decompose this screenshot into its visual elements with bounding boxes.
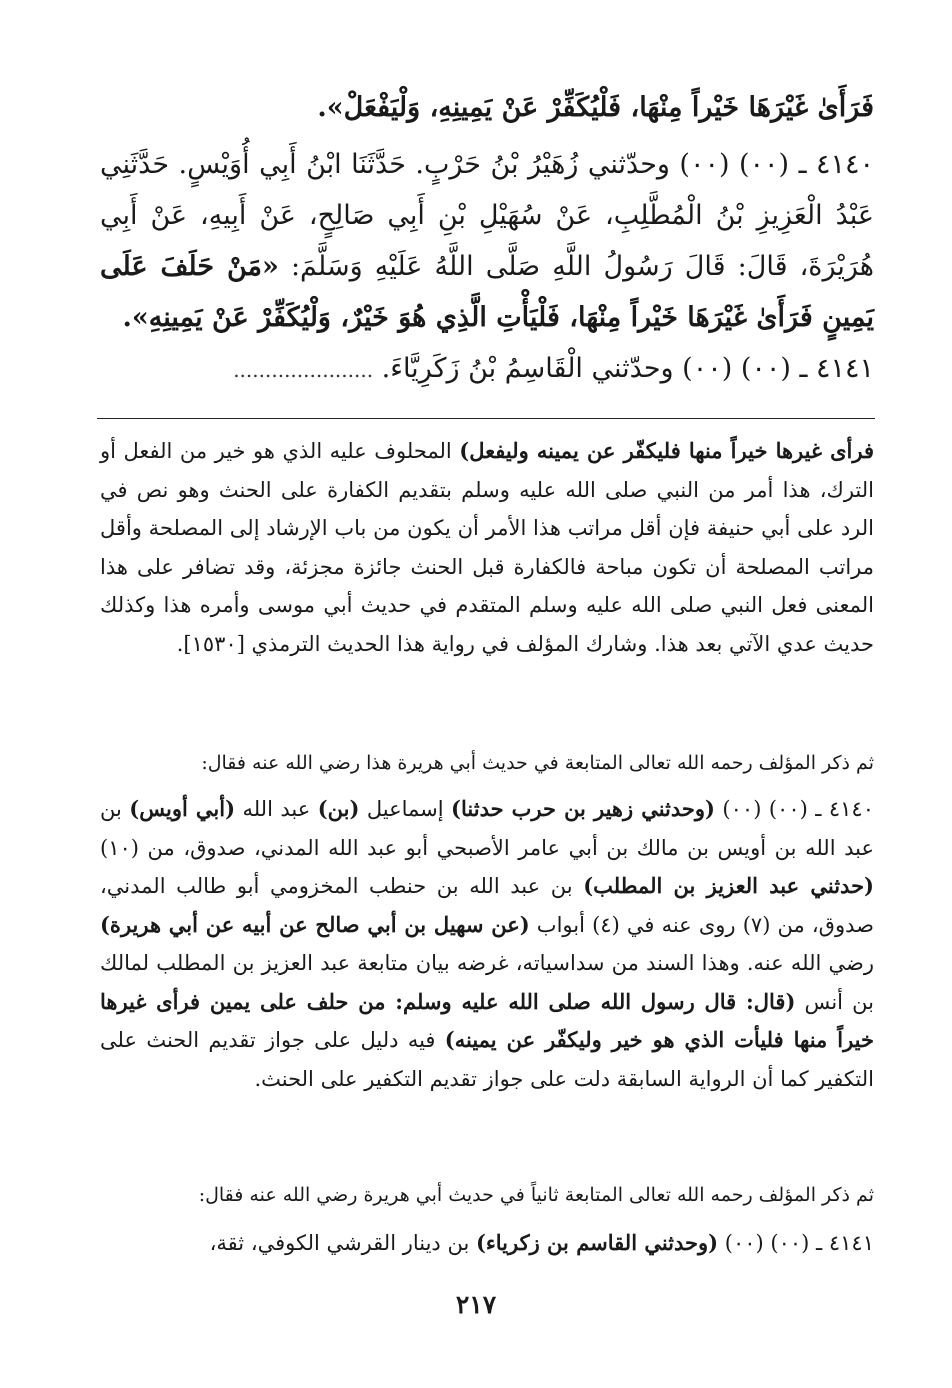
hadith-number-2: ٤١٤١ ـ (٠٠) (٠٠) xyxy=(718,1231,874,1255)
chain-bold-1: (وحدثني زهير بن حرب حدثنا) xyxy=(451,796,715,821)
chain-bold-7: (وحدثني القاسم بن زكرياء) xyxy=(475,1230,719,1255)
chain-bold-5: (عن سهيل بن أبي صالح عن أبيه عن أبي هريرة) xyxy=(100,911,530,937)
chain-text-6: فيه دليل على جواز تقديم الحنث على التكفير كما أن الرواية السابقة دلت على جواز تقديم التكفير على الحنث. xyxy=(100,1028,874,1091)
footnote-divider xyxy=(97,418,875,419)
hadith-4141-chain: ٤١٤١ ـ (٠٠) (٠٠) وحدّثني الْقَاسِمُ بْنُ زَكَرِيَّاءَ. xyxy=(381,353,874,384)
chain-text-1: إسماعيل xyxy=(359,797,452,821)
commentary-quote-1: فرأى غيرها خيراً منها فليكفّر عن يمينه وليفعل) xyxy=(459,438,874,463)
chain-text-4: بن عبد الله بن حنطب المخزومي أبو طالب المدني، صدوق، من (٧) روى عنه في (٤) أبواب xyxy=(100,874,874,937)
commentary-intro-1 xyxy=(100,746,874,780)
chain-bold-6: (قال: قال رسول الله صلى الله عليه وسلم: من حلف على يمين فرأى غيرها خيراً منها فليأت الذي هو خير وليكفّر عن يمينه) xyxy=(100,988,874,1052)
hadith-line-1 xyxy=(100,82,874,133)
commentary-text-1: المحلوف عليه الذي هو خير من الفعل أو الترك، هذا أمر من النبي صلى الله عليه وسلم بتقديم الكفارة على الحنث وهو نص في الرد على أبي حنيفة فإن أقل مراتب هذا الأمر أن يكون من باب الإرشاد إلى المصلحة وأقل مراتب المصلحة أن تكون مباحة فالكفارة قبل الحنث جائزة مجزئة، وقد تضافر على هذا المعنى فعل النبي صلى الله عليه وسلم المتقدم في حديث أبي موسى وأمره هذا وكذلك حديث عدي الآتي بعد هذا. وشارك المؤلف في رواية هذا الحديث الترمذي [١٥٣٠]. xyxy=(100,439,874,656)
chain-bold-4: (حدثني عبد العزيز بن المطلب) xyxy=(583,873,874,898)
chain-bold-3: (أبي أويس) xyxy=(129,796,236,821)
hadith-text xyxy=(100,82,874,396)
commentary-section xyxy=(100,432,874,663)
commentary-section-3 xyxy=(100,1224,874,1263)
hadith-4141 xyxy=(100,343,874,396)
commentary-intro-2 xyxy=(100,1178,874,1212)
commentary-paragraph-2 xyxy=(100,790,874,1098)
hadith-4140-quote: «مَنْ حَلَفَ عَلَى يَمِينٍ فَرَأَىٰ غَيْرَهَا خَيْراً مِنْهَا، فَلْيَأْتِ الَّذِي هُوَ خَيْرٌ، وَلْيُكَفِّرْ عَنْ يَمِينِهِ». xyxy=(100,251,874,333)
continuation-dots: ...................... xyxy=(233,358,374,382)
page-number: ٢١٧ xyxy=(455,1290,497,1319)
intro-text-1: ثم ذكر المؤلف رحمه الله تعالى المتابعة في حديث أبي هريرة هذا رضي الله عنه فقال: xyxy=(201,752,874,774)
commentary-section-2 xyxy=(100,790,874,1098)
chain-text-2: عبد الله xyxy=(235,797,318,821)
commentary-paragraph-1 xyxy=(100,432,874,663)
chain-text-3: بن عبد الله بن أويس بن مالك بن أبي عامر الأصبحي أبو عبد الله المدني، صدوق، من (١٠) xyxy=(100,797,874,860)
hadith-4140-chain: ٤١٤٠ ـ (٠٠) (٠٠) وحدّثني زُهَيْرُ بْنُ حَرْبٍ. حَدَّثَنَا ابْنُ أَبِي أُوَيْسٍ. حَدَّثَنِي عَبْدُ الْعَزِيزِ بْنُ الْمُطَّلِبِ، عَنْ سُهَيْلِ بْنِ أَبِي صَالِحٍ، عَنْ أَبِيهِ، عَنْ أَبِي هُرَيْرَةَ، قَالَ: قَالَ رَسُولُ اللَّهِ صَلَّى اللَّهُ عَلَيْهِ وَسَلَّمَ: xyxy=(100,149,874,282)
hadith-ending: فَرَأَىٰ غَيْرَهَا خَيْراً مِنْهَا، فَلْيُكَفِّرْ عَنْ يَمِينِهِ، وَلْيَفْعَلْ». xyxy=(317,92,874,123)
hadith-4140 xyxy=(100,139,874,343)
chain-text-5: رضي الله عنه. وهذا السند من سداسياته، غرضه بيان متابعة عبد العزيز بن المطلب لمالك بن أنس xyxy=(100,951,874,1014)
commentary-paragraph-3 xyxy=(100,1224,874,1263)
chain-text-7: بن دينار القرشي الكوفي، ثقة، xyxy=(209,1231,476,1255)
chain-bold-2: (بن) xyxy=(317,796,360,821)
intro-text-2: ثم ذكر المؤلف رحمه الله تعالى المتابعة ثانياً في حديث أبي هريرة رضي الله عنه فقال: xyxy=(198,1184,874,1206)
hadith-number: ٤١٤٠ ـ (٠٠) (٠٠) xyxy=(714,797,874,821)
